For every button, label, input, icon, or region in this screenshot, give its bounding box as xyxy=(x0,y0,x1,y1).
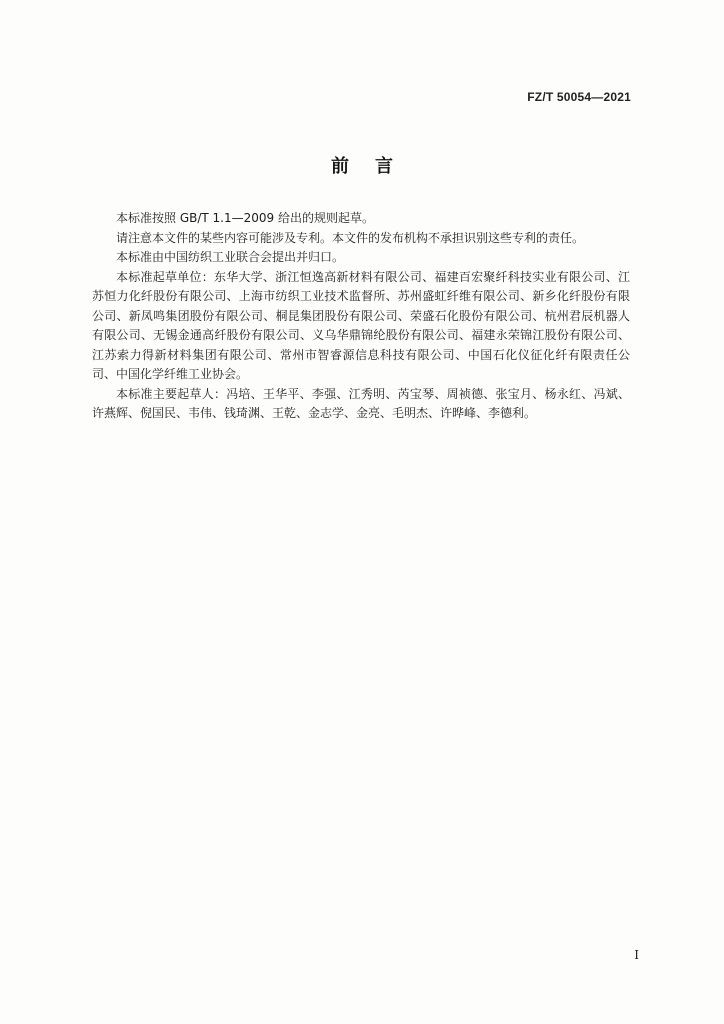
paragraph-drafting-rules: 本标准按照 GB/T 1.1—2009 给出的规则起草。 xyxy=(116,211,374,225)
paragraph-patent-notice: 请注意本文件的某些内容可能涉及专利。本文件的发布机构不承担识别这些专利的责任。 xyxy=(116,230,585,245)
paragraph-drafting-units: 本标准起草单位：东华大学、浙江恒逸高新材料有限公司、福建百宏聚纤科技实业有限公司、江苏恒力化纤股份有限公司、上海市纺织工业技术监督所、苏州盛虹纤维有限公司、新乡化纤股份有限公司、新凤鸣集团股份有限公司、桐昆集团股份有限公司、荣盛石化股份有限公司、杭州君辰机器人有限公司、无锡金通高纤股份有限公司、义乌华鼎锦纶股份有限公司、福建永荣锦江股份有限公司、江苏索力得新材料集团有限公司、常州市智睿源信息科技有限公司、中国石化仪征化纤有限责任公司、中国化学纤维工业协会。 xyxy=(92,269,630,381)
paragraph-main-drafters: 本标准主要起草人：冯培、王华平、李强、江秀明、芮宝琴、周祯德、张宝月、杨永红、冯斌、许燕辉、倪国民、韦伟、钱琦渊、王乾、金志学、金亮、毛明杰、许晔峰、李德利。 xyxy=(92,386,630,420)
page-number: I xyxy=(634,948,639,962)
paragraph-proposer: 本标准由中国纺织工业联合会提出并归口。 xyxy=(116,250,345,264)
standard-number: FZ/T 50054—2021 xyxy=(527,90,631,104)
foreword-body xyxy=(92,209,630,424)
page-title: 前言 xyxy=(331,156,419,177)
